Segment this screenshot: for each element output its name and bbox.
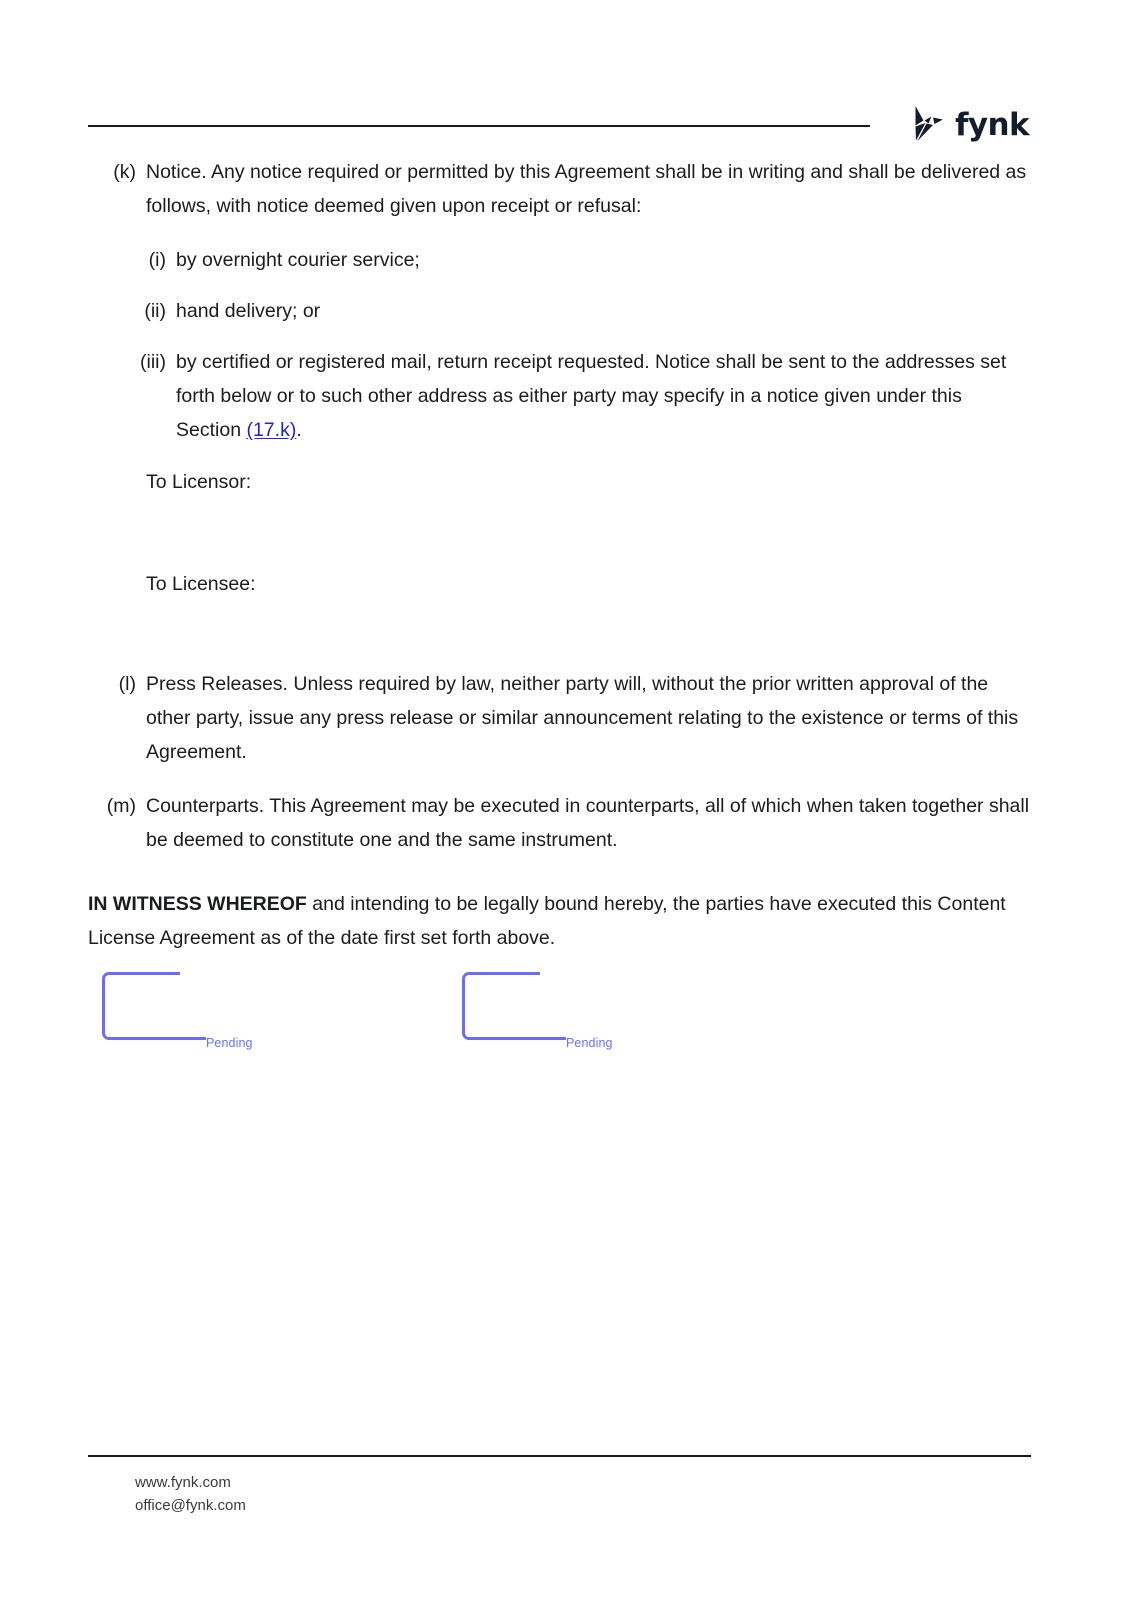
- subclause-ii-marker: (ii): [144, 300, 166, 322]
- subclause-i-text: by overnight courier service;: [176, 249, 420, 271]
- document-body: [88, 155, 1031, 955]
- page-footer: [135, 1471, 246, 1517]
- witness-lead-in: IN WITNESS WHEREOF: [88, 893, 307, 915]
- clause-l: [88, 667, 1031, 769]
- clause-l-marker: (l): [118, 673, 136, 695]
- subclause-iii: [88, 345, 1031, 447]
- signature-bracket-icon: [102, 972, 180, 1040]
- subclause-iii-text: by certified or registered mail, return receipt requested. Notice shall be sent to the addresses set forth below or to such other address as either party may specify in a notice given under this Section: [176, 351, 1007, 441]
- footer-website[interactable]: www.fynk.com: [135, 1474, 231, 1491]
- clause-k: [88, 155, 1031, 223]
- fynk-bird-logo-icon: [905, 104, 947, 144]
- licensee-address-label: To Licensee:: [146, 573, 256, 595]
- section-17k-link[interactable]: (17.k): [246, 419, 297, 441]
- clause-k-marker: (k): [113, 161, 136, 183]
- footer-email[interactable]: office@fynk.com: [135, 1497, 246, 1514]
- clause-k-text: Notice. Any notice required or permitted by this Agreement shall be in writing and shall be delivered as follows, with notice deemed given upon receipt or refusal:: [146, 161, 1027, 217]
- subclause-i: [88, 243, 1031, 277]
- subclause-ii-text: hand delivery; or: [176, 300, 321, 322]
- signature-status-badge: Pending: [566, 1036, 613, 1050]
- licensee-address-blank: [88, 601, 1031, 667]
- signature-status-badge: Pending: [206, 1036, 253, 1050]
- brand-wordmark: fynk: [955, 106, 1029, 143]
- clause-l-text: Press Releases. Unless required by law, neither party will, without the prior written approval of the other party, issue any press release or similar announcement relating to the existence or terms of this Agreement.: [146, 673, 1019, 763]
- witness-rest: and intending to be legally bound hereby, the parties have executed this Content License Agreement as of the date first set forth above.: [88, 893, 1006, 949]
- header-divider: [88, 125, 870, 127]
- signature-block-licensor[interactable]: [102, 972, 253, 1050]
- clause-m-text: Counterparts. This Agreement may be executed in counterparts, all of which when taken together shall be deemed to constitute one and the same instrument.: [146, 795, 1030, 851]
- signature-block-licensee[interactable]: [462, 972, 613, 1050]
- subclause-i-marker: (i): [148, 249, 166, 271]
- signature-area: [88, 972, 1031, 1062]
- clause-m: [88, 789, 1031, 857]
- witness-paragraph: [88, 887, 1031, 955]
- subclause-ii: [88, 294, 1031, 328]
- footer-divider: [88, 1455, 1031, 1457]
- page-header: [0, 96, 1131, 156]
- licensor-address-blank: [88, 499, 1031, 567]
- subclause-iii-marker: (iii): [140, 351, 166, 373]
- licensor-address-label: To Licensor:: [146, 471, 252, 493]
- clause-m-marker: (m): [106, 795, 136, 817]
- brand-logo: [905, 96, 1030, 152]
- signature-bracket-icon: [462, 972, 540, 1040]
- subclause-iii-text-tail: .: [296, 419, 302, 441]
